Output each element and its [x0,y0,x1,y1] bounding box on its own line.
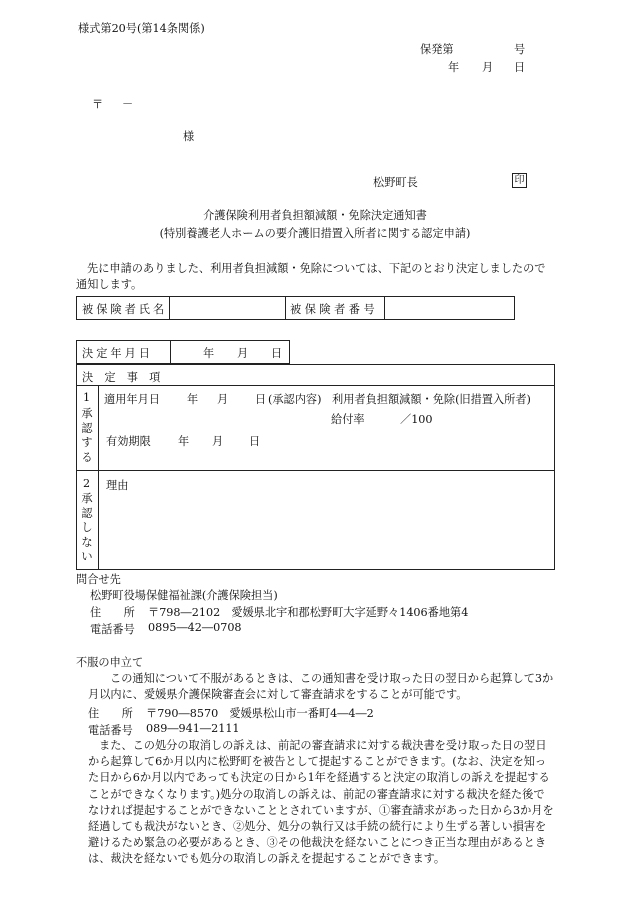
contact-department: 松野町役場保健福祉課(介護保険担当) [90,589,278,602]
insured-number-label: 被保険者番号 [290,303,379,316]
appeal-phone: 089―941―2111 [146,722,240,735]
valid-month: 月 [212,435,224,448]
matters-header-divider [76,385,555,386]
appeal-paragraph-1: この通知について不服があるときは、この通知書を受け取った日の翌日から起算して3か月以内に、愛媛県介護保険審査会に対して審査請求をすることが可能です。 [88,672,554,702]
decision-year: 年 [203,347,215,360]
section2-number: 2 [83,477,91,490]
contact-address: 〒798―2102 愛媛県北宇和郡松野町大字延野々1406番地第4 [148,606,469,619]
intro-paragraph: 先に申請のありました、利用者負担減額・免除については、下記のとおり決定しましたので通知します。 [76,262,546,292]
appeal-address-label: 住 所 [88,707,133,720]
seal-mark: 印 [512,173,527,188]
addressee-honorific: 様 [183,130,195,143]
valid-year: 年 [178,435,190,448]
benefit-rate-label: 給付率 [331,413,365,426]
decision-day: 日 [271,347,283,360]
postal-dash: － [122,98,134,111]
valid-day: 日 [249,435,261,448]
contact-address-label: 住 所 [90,606,135,619]
issuer-name: 松野町長 [373,176,418,189]
section2-vertical-label: 承認しない [81,492,93,563]
contact-phone-label: 電話番号 [90,623,135,636]
insured-table-divider [384,296,385,320]
apply-date-label: 適用年月日 [104,393,160,406]
insured-table-divider [285,296,286,320]
issue-date-day: 日 [514,61,526,74]
document-number-suffix: 号 [514,43,526,56]
appeal-heading: 不服の申立て [76,656,144,669]
apply-year: 年 [187,393,199,406]
approval-content-text: 利用者負担額減額・免除(旧措置入所者) [332,393,531,406]
appeal-phone-label: 電話番号 [88,724,133,737]
reason-label: 理由 [106,479,129,492]
decision-date-divider [170,340,171,364]
contact-heading: 問合せ先 [76,573,121,586]
document-title: 介護保険利用者負担額減額・免除決定通知書 [203,209,427,222]
matters-column-divider [98,385,99,570]
issue-date-month: 月 [482,61,494,74]
valid-period-label: 有効期限 [106,435,151,448]
decision-matters-label: 決 定 事 項 [82,371,161,384]
matters-section-divider [76,470,555,471]
approval-content-label: (承認内容) [268,393,322,406]
appeal-paragraph-2: また、この処分の取消しの訴えは、前記の審査請求に対する裁決書を受け取った日の翌日から起算して6か月以内に松野町を被告として提起することができます。(なお、決定を知った日から6か月以内であっても決定の日から1年を経過すると決定の取消しの訴えを提起することができなくなります。)処分の取消しの訴えは、前記の審査請求に対する裁決を経た後でなければ提起することができないこととされていますが、①審査請求があった日から3か月を経過しても裁決がないとき、②処分、処分の執行又は手続の続行により生ずる著しい損害を避けるため緊急の必要があるとき、③その他裁決を経ないことにつき正当な理由があるときは、裁決を経ないでも処分の取消しの訴えを提起することができます。 [88,739,554,866]
document-subtitle: (特別養護老人ホームの要介護旧措置入所者に関する認定申請) [159,227,471,240]
form-number: 様式第20号(第14条関係) [78,22,205,35]
apply-day: 日 [255,393,267,406]
benefit-rate-value: ／100 [400,413,433,426]
appeal-address: 〒790―8570 愛媛県松山市一番町4―4―2 [146,707,374,720]
decision-date-label: 決定年月日 [82,347,153,360]
decision-month: 月 [237,347,249,360]
document-number-prefix: 保発第 [420,43,454,56]
postal-mark: 〒 [92,98,104,111]
section1-vertical-label: 承認する [81,407,93,464]
insured-table-divider [169,296,170,320]
issue-date-year: 年 [448,61,460,74]
insured-name-label: 被保険者氏名 [82,303,168,316]
apply-month: 月 [217,393,229,406]
section1-number: 1 [83,391,91,404]
contact-phone: 0895―42―0708 [148,621,242,634]
